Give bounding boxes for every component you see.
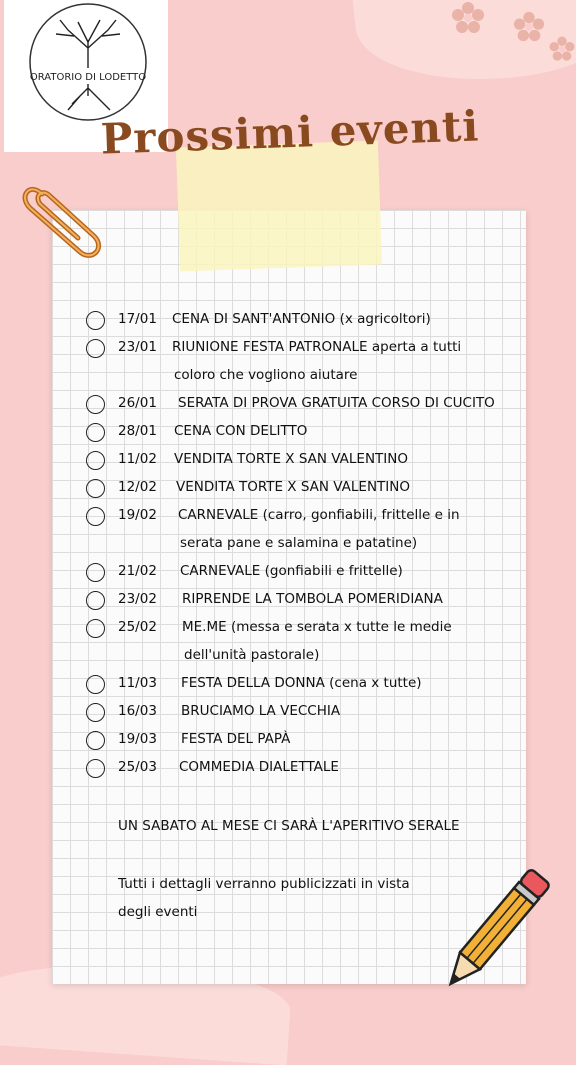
event-date: 17/01 [118,311,157,327]
details-note-line-2: degli eventi [118,904,198,920]
event-description: FESTA DEL PAPÀ [181,731,291,747]
event-checkbox-circle[interactable] [86,591,105,610]
event-checkbox-circle[interactable] [86,311,105,330]
event-checkbox-circle[interactable] [86,563,105,582]
event-description: serata pane e salamina e patatine) [180,535,418,551]
pencil-icon [440,866,550,996]
event-date: 12/02 [118,479,157,495]
event-checkbox-circle[interactable] [86,451,105,470]
event-date: 23/01 [118,339,157,355]
event-checkbox-circle[interactable] [86,507,105,526]
logo-text: ORATORIO DI LODETTO [29,72,147,83]
event-date: 19/03 [118,731,157,747]
event-description: CENA DI SANT'ANTONIO (x agricoltori) [172,311,431,327]
event-checkbox-circle[interactable] [86,395,105,414]
event-description: CENA CON DELITTO [174,423,308,439]
event-checkbox-circle[interactable] [86,339,105,358]
event-date: 16/03 [118,703,157,719]
event-checkbox-circle[interactable] [86,479,105,498]
event-description: RIPRENDE LA TOMBOLA POMERIDIANA [182,591,443,607]
event-description: coloro che vogliono aiutare [174,367,358,383]
event-description: VENDITA TORTE X SAN VALENTINO [176,479,410,495]
event-description: VENDITA TORTE X SAN VALENTINO [174,451,408,467]
event-description: dell'unità pastorale) [184,647,320,663]
event-checkbox-circle[interactable] [86,703,105,722]
event-description: CARNEVALE (carro, gonfiabili, frittelle e in [178,507,460,523]
event-date: 11/02 [118,451,157,467]
event-date: 19/02 [118,507,157,523]
event-description: SERATA DI PROVA GRATUITA CORSO DI CUCITO [178,395,495,411]
event-date: 23/02 [118,591,157,607]
event-date: 26/01 [118,395,157,411]
event-checkbox-circle[interactable] [86,619,105,638]
event-checkbox-circle[interactable] [86,759,105,778]
event-description: RIUNIONE FESTA PATRONALE aperta a tutti [172,339,462,355]
event-date: 21/02 [118,563,157,579]
details-note-line-1: Tutti i dettagli verranno publicizzati in vista [118,876,410,892]
event-date: 25/03 [118,759,157,775]
event-date: 11/03 [118,675,157,691]
event-checkbox-circle[interactable] [86,675,105,694]
event-date: 28/01 [118,423,157,439]
event-checkbox-circle[interactable] [86,423,105,442]
event-description: ME.ME (messa e serata x tutte le medie [182,619,452,635]
page-title: Prossimi eventi [99,101,481,164]
event-description: CARNEVALE (gonfiabili e frittelle) [180,563,403,579]
event-description: BRUCIAMO LA VECCHIA [181,703,341,719]
aperitivo-note: UN SABATO AL MESE CI SARÀ L'APERITIVO SERALE [118,818,460,834]
event-date: 25/02 [118,619,157,635]
event-checkbox-circle[interactable] [86,731,105,750]
event-description: COMMEDIA DIALETTALE [179,759,339,775]
event-description: FESTA DELLA DONNA (cena x tutte) [181,675,422,691]
